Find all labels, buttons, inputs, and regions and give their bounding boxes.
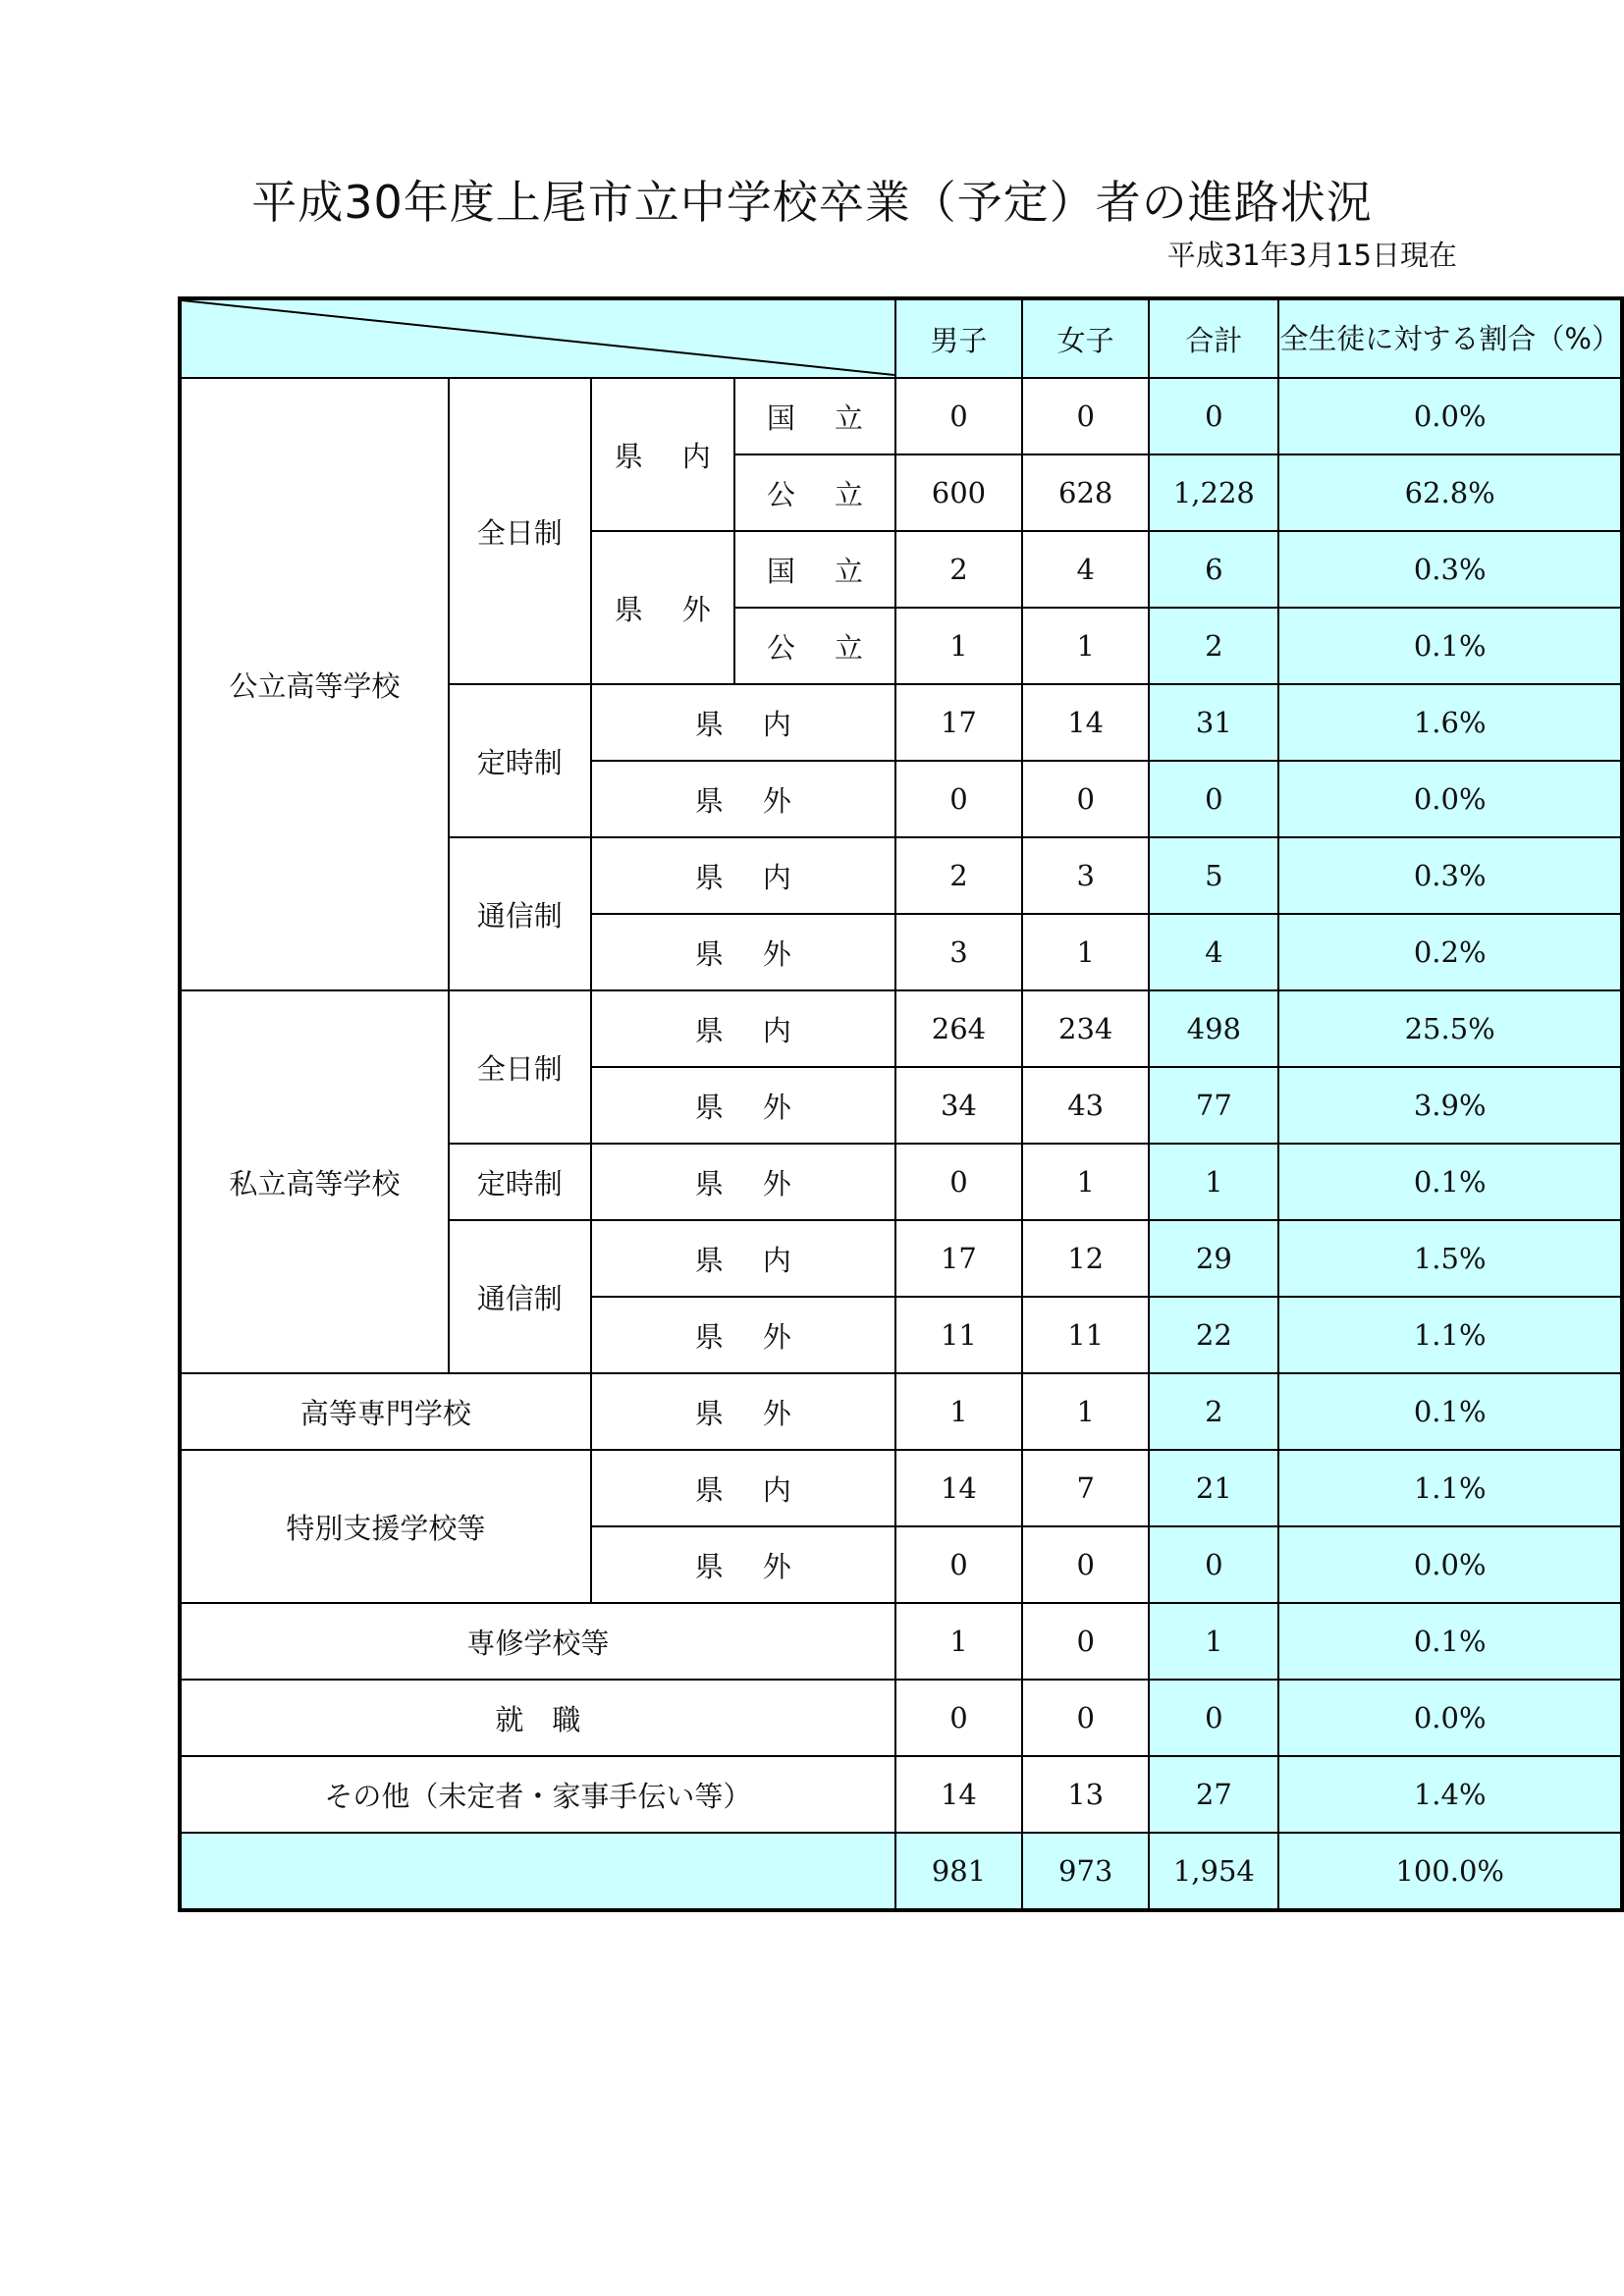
cell-ratio: 0.1% <box>1278 1603 1622 1680</box>
group-other: その他（未定者・家事手伝い等） <box>180 1756 895 1833</box>
program-parttime: 定時制 <box>449 1144 591 1220</box>
table-row <box>180 1373 1622 1450</box>
cell-ratio: 1.5% <box>1278 1220 1622 1297</box>
group-special-support: 特別支援学校等 <box>180 1450 591 1603</box>
table-row <box>180 378 1622 454</box>
cell-ratio: 62.8% <box>1278 454 1622 531</box>
totals-row <box>180 1833 1622 1910</box>
cell-girls: 14 <box>1022 684 1149 761</box>
program-correspondence: 通信制 <box>449 837 591 990</box>
region-in-pref: 県内 <box>591 684 895 761</box>
cell-total: 22 <box>1149 1297 1278 1373</box>
cell-total: 1 <box>1149 1144 1278 1220</box>
cell-boys: 600 <box>895 454 1022 531</box>
program-fulltime: 全日制 <box>449 990 591 1144</box>
cell-total: 2 <box>1149 608 1278 684</box>
program-correspondence: 通信制 <box>449 1220 591 1373</box>
cell-ratio: 25.5% <box>1278 990 1622 1067</box>
cell-ratio: 0.3% <box>1278 531 1622 608</box>
type-public: 公立 <box>734 454 895 531</box>
cell-girls: 0 <box>1022 1680 1149 1756</box>
diagonal-line-icon <box>182 300 894 377</box>
table-row <box>180 1450 1622 1526</box>
cell-boys: 2 <box>895 531 1022 608</box>
cell-boys: 0 <box>895 1680 1022 1756</box>
cell-ratio: 0.0% <box>1278 1680 1622 1756</box>
cell-ratio: 0.3% <box>1278 837 1622 914</box>
cell-total: 1,228 <box>1149 454 1278 531</box>
cell-total: 0 <box>1149 1680 1278 1756</box>
cell-girls: 1 <box>1022 914 1149 990</box>
page-title: 平成30年度上尾市立中学校卒業（予定）者の進路状況 <box>251 176 1373 229</box>
cell-boys: 2 <box>895 837 1022 914</box>
table-row <box>180 1680 1622 1756</box>
cell-girls: 0 <box>1022 1526 1149 1603</box>
total-girls: 973 <box>1022 1833 1149 1910</box>
cell-boys: 0 <box>895 1526 1022 1603</box>
cell-girls: 12 <box>1022 1220 1149 1297</box>
cell-girls: 1 <box>1022 1144 1149 1220</box>
cell-total: 0 <box>1149 761 1278 837</box>
cell-girls: 3 <box>1022 837 1149 914</box>
region-in-pref: 県内 <box>591 990 895 1067</box>
cell-boys: 1 <box>895 1373 1022 1450</box>
type-national: 国立 <box>734 531 895 608</box>
total-ratio: 100.0% <box>1278 1833 1622 1910</box>
cell-total: 0 <box>1149 1526 1278 1603</box>
cell-ratio: 0.0% <box>1278 378 1622 454</box>
cell-boys: 0 <box>895 378 1022 454</box>
cell-boys: 11 <box>895 1297 1022 1373</box>
totals-label-cell <box>180 1833 895 1910</box>
header-boys: 男子 <box>895 298 1022 378</box>
region-out-pref: 県外 <box>591 1373 895 1450</box>
cell-ratio: 3.9% <box>1278 1067 1622 1144</box>
region-in-pref: 県内 <box>591 1450 895 1526</box>
cell-ratio: 0.2% <box>1278 914 1622 990</box>
cell-ratio: 0.1% <box>1278 1373 1622 1450</box>
header-ratio: 全生徒に対する割合（%） <box>1278 298 1622 378</box>
cell-girls: 0 <box>1022 378 1149 454</box>
cell-total: 31 <box>1149 684 1278 761</box>
cell-total: 29 <box>1149 1220 1278 1297</box>
cell-girls: 234 <box>1022 990 1149 1067</box>
region-out-pref: 県外 <box>591 1067 895 1144</box>
group-tech-college: 高等専門学校 <box>180 1373 591 1450</box>
cell-boys: 264 <box>895 990 1022 1067</box>
region-out-pref: 県外 <box>591 1526 895 1603</box>
region-in-pref: 県内 <box>591 837 895 914</box>
total-total: 1,954 <box>1149 1833 1278 1910</box>
cell-total: 5 <box>1149 837 1278 914</box>
cell-boys: 14 <box>895 1450 1022 1526</box>
cell-total: 77 <box>1149 1067 1278 1144</box>
program-parttime: 定時制 <box>449 684 591 837</box>
cell-girls: 4 <box>1022 531 1149 608</box>
cell-total: 1 <box>1149 1603 1278 1680</box>
group-employment: 就 職 <box>180 1680 895 1756</box>
region-out-pref: 県外 <box>591 1144 895 1220</box>
cell-total: 2 <box>1149 1373 1278 1450</box>
cell-ratio: 1.1% <box>1278 1450 1622 1526</box>
header-girls: 女子 <box>1022 298 1149 378</box>
cell-ratio: 0.0% <box>1278 761 1622 837</box>
cell-girls: 11 <box>1022 1297 1149 1373</box>
region-in-pref: 県内 <box>591 1220 895 1297</box>
total-boys: 981 <box>895 1833 1022 1910</box>
cell-total: 498 <box>1149 990 1278 1067</box>
cell-total: 21 <box>1149 1450 1278 1526</box>
cell-boys: 3 <box>895 914 1022 990</box>
header-row <box>180 298 1622 378</box>
cell-boys: 0 <box>895 761 1022 837</box>
type-national: 国立 <box>734 378 895 454</box>
header-corner-cell <box>180 298 895 378</box>
region-out-pref: 県外 <box>591 1297 895 1373</box>
cell-ratio: 0.0% <box>1278 1526 1622 1603</box>
header-total: 合計 <box>1149 298 1278 378</box>
cell-girls: 0 <box>1022 761 1149 837</box>
as-of-date: 平成31年3月15日現在 <box>1166 239 1457 272</box>
group-vocational: 専修学校等 <box>180 1603 895 1680</box>
cell-boys: 0 <box>895 1144 1022 1220</box>
cell-boys: 17 <box>895 1220 1022 1297</box>
cell-girls: 7 <box>1022 1450 1149 1526</box>
cell-girls: 43 <box>1022 1067 1149 1144</box>
cell-boys: 1 <box>895 1603 1022 1680</box>
cell-total: 0 <box>1149 378 1278 454</box>
region-in-pref: 県内 <box>591 378 734 531</box>
cell-girls: 1 <box>1022 1373 1149 1450</box>
cell-boys: 17 <box>895 684 1022 761</box>
cell-ratio: 1.6% <box>1278 684 1622 761</box>
cell-ratio: 1.1% <box>1278 1297 1622 1373</box>
cell-boys: 1 <box>895 608 1022 684</box>
table-row <box>180 1603 1622 1680</box>
cell-girls: 1 <box>1022 608 1149 684</box>
career-path-table <box>178 296 1624 1912</box>
region-out-pref: 県外 <box>591 914 895 990</box>
cell-total: 4 <box>1149 914 1278 990</box>
program-fulltime: 全日制 <box>449 378 591 684</box>
cell-girls: 0 <box>1022 1603 1149 1680</box>
cell-ratio: 0.1% <box>1278 1144 1622 1220</box>
cell-girls: 628 <box>1022 454 1149 531</box>
group-public-high: 公立高等学校 <box>180 378 449 990</box>
region-out-pref: 県外 <box>591 761 895 837</box>
cell-ratio: 0.1% <box>1278 608 1622 684</box>
cell-girls: 13 <box>1022 1756 1149 1833</box>
cell-ratio: 1.4% <box>1278 1756 1622 1833</box>
cell-total: 6 <box>1149 531 1278 608</box>
cell-boys: 34 <box>895 1067 1022 1144</box>
region-out-pref: 県外 <box>591 531 734 684</box>
table-row <box>180 990 1622 1067</box>
cell-boys: 14 <box>895 1756 1022 1833</box>
table-row <box>180 1756 1622 1833</box>
type-public: 公立 <box>734 608 895 684</box>
group-private-high: 私立高等学校 <box>180 990 449 1373</box>
cell-total: 27 <box>1149 1756 1278 1833</box>
